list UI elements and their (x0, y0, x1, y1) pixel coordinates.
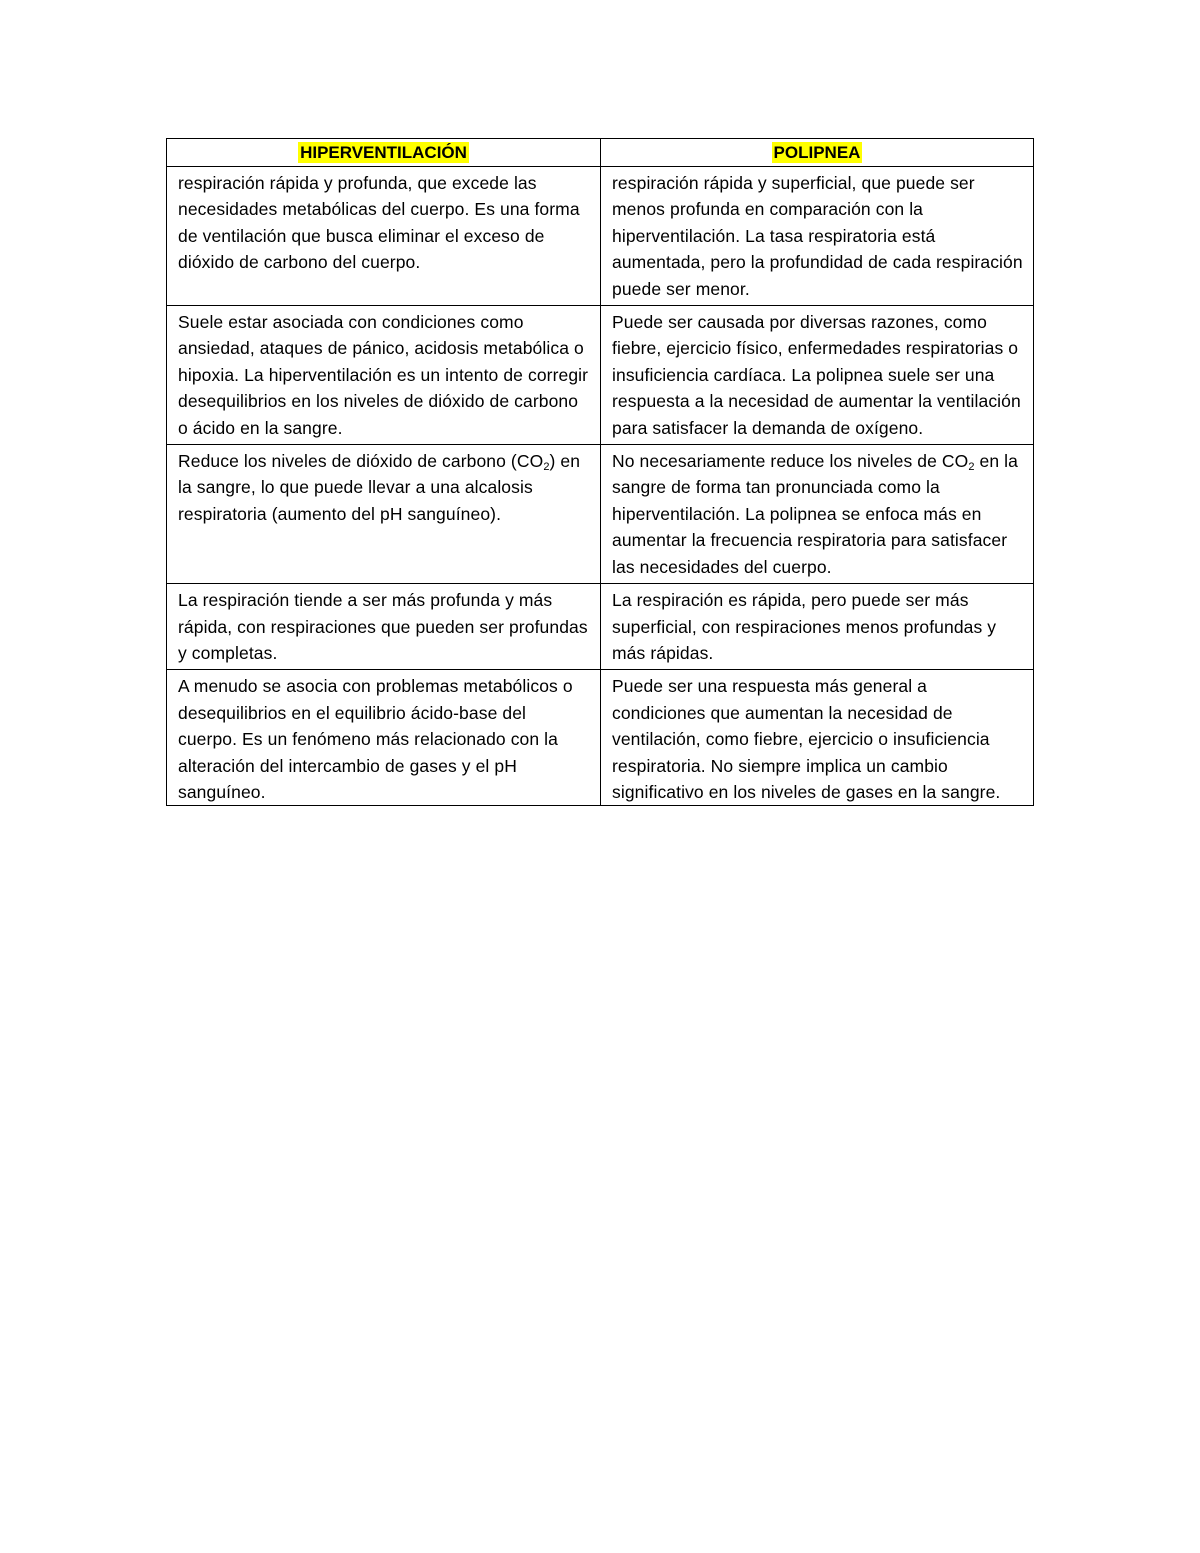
cell-hiperventilacion-definition: respiración rápida y profunda, que excede las necesidades metabólicas del cuerpo. Es una forma de ventilación que busca eliminar el exceso de dióxido de carbono del cuerpo. (167, 167, 601, 306)
cell-text: en la sangre de forma tan pronunciada como la hiperventilación. La polipnea se enfoca más en aumentar la frecuencia respiratoria para satisfacer las necesidades del cuerpo. (612, 451, 1018, 577)
cell-polipnea-association: Puede ser una respuesta más general a condiciones que aumentan la necesidad de ventilación, como fiebre, ejercicio o insuficiencia respiratoria. No siempre implica un cambio significativo en los niveles de gases en la sangre. (601, 670, 1034, 806)
table-row (167, 670, 1034, 806)
header-hiperventilacion-label: HIPERVENTILACIÓN (300, 143, 467, 162)
table-header-row (167, 139, 1034, 167)
cell-hiperventilacion-co2 (167, 445, 601, 584)
cell-text: ) en la sangre, lo que puede llevar a una alcalosis respiratoria (aumento del pH sanguíneo). (178, 451, 581, 524)
subscript: 2 (543, 461, 550, 474)
cell-polipnea-co2 (601, 445, 1034, 584)
table-row (167, 445, 1034, 584)
header-polipnea (601, 139, 1034, 167)
cell-hiperventilacion-depth: La respiración tiende a ser más profunda y más rápida, con respiraciones que pueden ser profundas y completas. (167, 584, 601, 670)
header-hiperventilacion (167, 139, 601, 167)
cell-hiperventilacion-association: A menudo se asocia con problemas metabólicos o desequilibrios en el equilibrio ácido-base del cuerpo. Es un fenómeno más relacionado con la alteración del intercambio de gases y el pH sanguíneo. (167, 670, 601, 806)
cell-text: Reduce los niveles de dióxido de carbono (CO (178, 451, 544, 472)
cell-polipnea-definition: respiración rápida y superficial, que puede ser menos profunda en comparación con la hiperventilación. La tasa respiratoria está aumentada, pero la profundidad de cada respiración puede ser menor. (601, 167, 1034, 306)
table-row (167, 167, 1034, 306)
subscript: 2 (968, 461, 975, 474)
comparison-table (166, 138, 1034, 806)
table-row (167, 306, 1034, 445)
cell-polipnea-depth: La respiración es rápida, pero puede ser más superficial, con respiraciones menos profundas y más rápidas. (601, 584, 1034, 670)
header-polipnea-label: POLIPNEA (773, 143, 861, 162)
cell-hiperventilacion-causes: Suele estar asociada con condiciones como ansiedad, ataques de pánico, acidosis metabólica o hipoxia. La hiperventilación es un intento de corregir desequilibrios en los niveles de dióxido de carbono o ácido en la sangre. (167, 306, 601, 445)
cell-text: No necesariamente reduce los niveles de CO (612, 451, 969, 472)
cell-polipnea-causes: Puede ser causada por diversas razones, como fiebre, ejercicio físico, enfermedades respiratorias o insuficiencia cardíaca. La polipnea suele ser una respuesta a la necesidad de aumentar la ventilación para satisfacer la demanda de oxígeno. (601, 306, 1034, 445)
table-row (167, 584, 1034, 670)
